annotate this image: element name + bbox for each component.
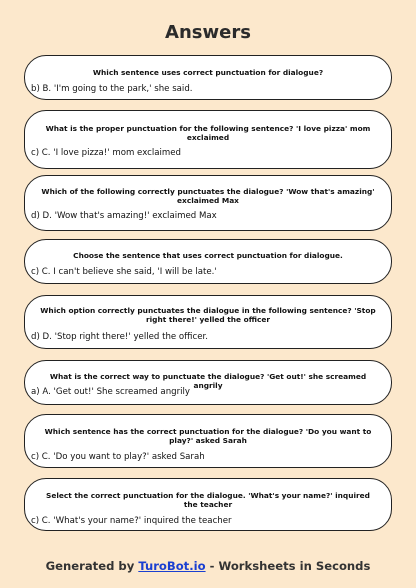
question-text: Which of the following correctly punctuates the dialogue? 'Wow that's amazing' exclaimed Max xyxy=(41,187,375,205)
answer-text: c) C. 'What's your name?' inquired the teacher xyxy=(31,516,232,526)
answer-card-1 xyxy=(24,55,392,100)
answer-card-5 xyxy=(24,295,392,349)
answer-card-2 xyxy=(24,110,392,169)
answer-text: d) D. 'Wow that's amazing!' exclaimed Max xyxy=(31,211,217,221)
answer-card-4 xyxy=(24,239,392,284)
answer-text: c) C. 'I love pizza!' mom exclaimed xyxy=(31,148,182,158)
question-text: Which sentence uses correct punctuation for dialogue? xyxy=(92,68,324,77)
question-text: Which option correctly punctuates the dialogue in the following sentence? 'Stop right there!' yelled the officer xyxy=(40,306,376,324)
answer-card-3 xyxy=(24,175,392,231)
question-text: What is the proper punctuation for the following sentence? 'I love pizza' mom exclaimed xyxy=(45,124,371,142)
question-text: Select the correct punctuation for the dialogue. 'What's your name?' inquired the teacher xyxy=(46,491,370,509)
answer-text: a) A. 'Get out!' She screamed angrily xyxy=(31,387,190,397)
footer xyxy=(0,559,416,573)
answer-text: d) D. 'Stop right there!' yelled the officer. xyxy=(31,332,208,342)
question-text: What is the correct way to punctuate the dialogue? 'Get out!' she screamed angrily xyxy=(49,372,367,390)
answer-text: c) C. 'Do you want to play?' asked Sarah xyxy=(31,452,205,462)
answer-card-6 xyxy=(24,360,392,405)
page-title: Answers xyxy=(165,22,251,43)
answer-card-7 xyxy=(24,414,392,468)
question-text: Choose the sentence that uses correct punctuation for dialogue. xyxy=(73,251,343,260)
answer-card-8 xyxy=(24,478,392,531)
answer-text: b) B. 'I'm going to the park,' she said. xyxy=(31,84,193,94)
footer-suffix: - Worksheets in Seconds xyxy=(205,559,371,573)
answer-text: c) C. I can't believe she said, 'I will be late.' xyxy=(31,267,217,277)
turobot-link[interactable]: TuroBot.io xyxy=(138,559,206,573)
footer-prefix: Generated by xyxy=(45,559,139,573)
question-text: Which sentence has the correct punctuation for the dialogue? 'Do you want to play?' asked Sarah xyxy=(44,427,372,445)
